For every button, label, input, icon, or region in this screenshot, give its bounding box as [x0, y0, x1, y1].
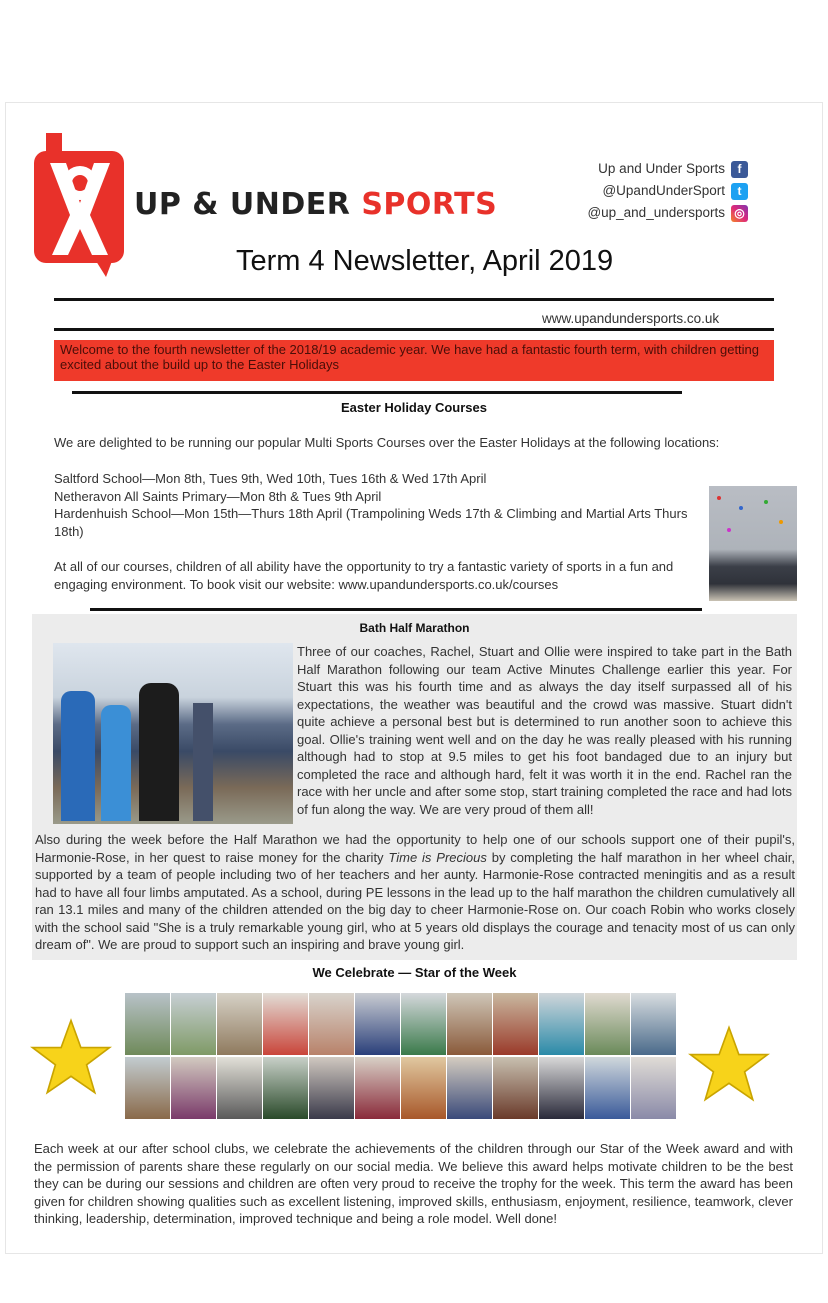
social-instagram[interactable]: @up_and_undersports ◎ [587, 202, 748, 224]
climbing-group-photo [709, 486, 797, 601]
marathon-heading: Bath Half Marathon [359, 621, 470, 635]
location-item: Saltford School—Mon 8th, Tues 9th, Wed 10th, Tues 16th & Wed 17th April [54, 471, 487, 486]
page-title: Term 4 Newsletter, April 2019 [236, 245, 614, 277]
social-links [587, 158, 748, 224]
star-heading: We Celebrate — Star of the Week [312, 965, 517, 980]
twitter-icon: t [731, 183, 748, 200]
logo-text-sports: SPORTS [361, 187, 498, 222]
star-photo [447, 993, 492, 1055]
star-photo [401, 993, 446, 1055]
social-twitter[interactable]: @UpandUnderSport t [587, 180, 748, 202]
divider-marathon [90, 608, 702, 611]
star-photo [217, 993, 262, 1055]
star-photo [539, 993, 584, 1055]
star-photo [171, 993, 216, 1055]
easter-heading: Easter Holiday Courses [341, 400, 487, 415]
welcome-banner: Welcome to the fourth newsletter of the 2018/19 academic year. We have had a fantastic fourth term, with children getting excited about the build up to the Easter Holidays [54, 340, 774, 381]
star-photo [493, 993, 538, 1055]
star-paragraph: Each week at our after school clubs, we celebrate the achievements of the children through our Star of the Week award and with the permission of parents share these regularly on our social media. We believe this award helps motivate children to be the best they can be during our sessions and children are often very proud to receive the trophy for the week. This term the award has been given for children showing qualities such as excellent listening, improved skills, enthusiasm, enjoyment, resilience, teamwork, clever thinking, leadership, determination, improved technique and being a role model. Well done! [34, 1141, 793, 1226]
star-photo [309, 1057, 354, 1119]
instagram-icon: ◎ [731, 205, 748, 222]
star-photo [539, 1057, 584, 1119]
marathon-coaches-photo [53, 643, 293, 824]
charity-name: Time is Precious [388, 849, 487, 865]
star-photo [493, 1057, 538, 1119]
star-photo [171, 1057, 216, 1119]
easter-outro: At all of our courses, children of all ability have the opportunity to try a fantastic variety of sports in a fun and engaging environment. To book visit our website: www.upandundersports.co.uk/courses [54, 559, 674, 592]
logo-text-main: UP & UNDER [134, 187, 362, 222]
facebook-icon: f [731, 161, 748, 178]
star-photo [263, 993, 308, 1055]
star-photo [125, 993, 170, 1055]
easter-intro: We are delighted to be running our popular Multi Sports Courses over the Easter Holidays at the following locations: [54, 435, 720, 450]
star-photo [631, 993, 676, 1055]
location-item: Netheravon All Saints Primary—Mon 8th & Tues 9th April [54, 488, 382, 504]
star-photo [585, 1057, 630, 1119]
star-icon-right [688, 1025, 770, 1103]
social-facebook[interactable]: Up and Under Sports f [587, 158, 748, 180]
star-icon-left [30, 1018, 112, 1096]
star-photo [631, 1057, 676, 1119]
location-item: Hardenhuish School—Mon 15th—Thurs 18th April (Trampolining Weds 17th & Climbing and Martial Arts Thurs 18th) [54, 506, 688, 539]
logo-wordmark [134, 187, 497, 222]
easter-locations [54, 470, 709, 540]
star-photo [217, 1057, 262, 1119]
marathon-paragraph-1: Three of our coaches, Rachel, Stuart and Ollie were inspired to take part in the Bath Half Marathon following our team Active Minutes Challenge earlier this year. For Stuart this was his fourth time and as always the day itself surpassed all of his expectations, the weather was beautiful and the crowd was massive. Stuart didn't quite achieve a personal best but is determined to run another soon to achieve this goal. Ollie's training went well and on the day he was really pleased with his running although had to stop at 9.5 miles to get his foot bandaged due to an injury but completed the race and although hard, felt it was worth it in the end. Rachel ran the race with her uncle and after some stop, start training completed the race and had lots of fun along the way. We are very proud of them all! [297, 644, 792, 817]
divider-top [54, 298, 774, 301]
star-photo [355, 993, 400, 1055]
star-photo [401, 1057, 446, 1119]
website-link[interactable]: www.upandundersports.co.uk [542, 311, 720, 326]
logo-icon [34, 133, 126, 278]
star-photo [125, 1057, 170, 1119]
divider-under-url [54, 328, 774, 331]
marathon-paragraph-2: Also during the week before the Half Marathon we had the opportunity to help one of our schools support one of their pupil's, Harmonie-Rose, in her quest to raise money for the charity Time is Precious by completing the half marathon in her wheel chair, supported by a team of people including two of her teachers and her aunty. Harmonie-Rose contracted meningitis and as a result had to have all four limbs amputated. As a school, during PE lessons in the lead up to the half marathon the children cumulatively all ran 13.1 miles and many of the children attended on the big day to cheer Harmonie-Rose on. Our coach Robin who works closely with the school said "She is a truly remarkable young girl, who at 5 years old displays the courage and tenacity most of us can only dream of". We are proud to support such an inspiring and brave young girl. [35, 832, 795, 952]
star-photo [585, 993, 630, 1055]
star-photo [263, 1057, 308, 1119]
star-photo [447, 1057, 492, 1119]
star-photo-grid [125, 993, 677, 1119]
newsletter-page [6, 103, 822, 1253]
star-photo [355, 1057, 400, 1119]
star-photo [309, 993, 354, 1055]
divider-easter [72, 391, 682, 394]
